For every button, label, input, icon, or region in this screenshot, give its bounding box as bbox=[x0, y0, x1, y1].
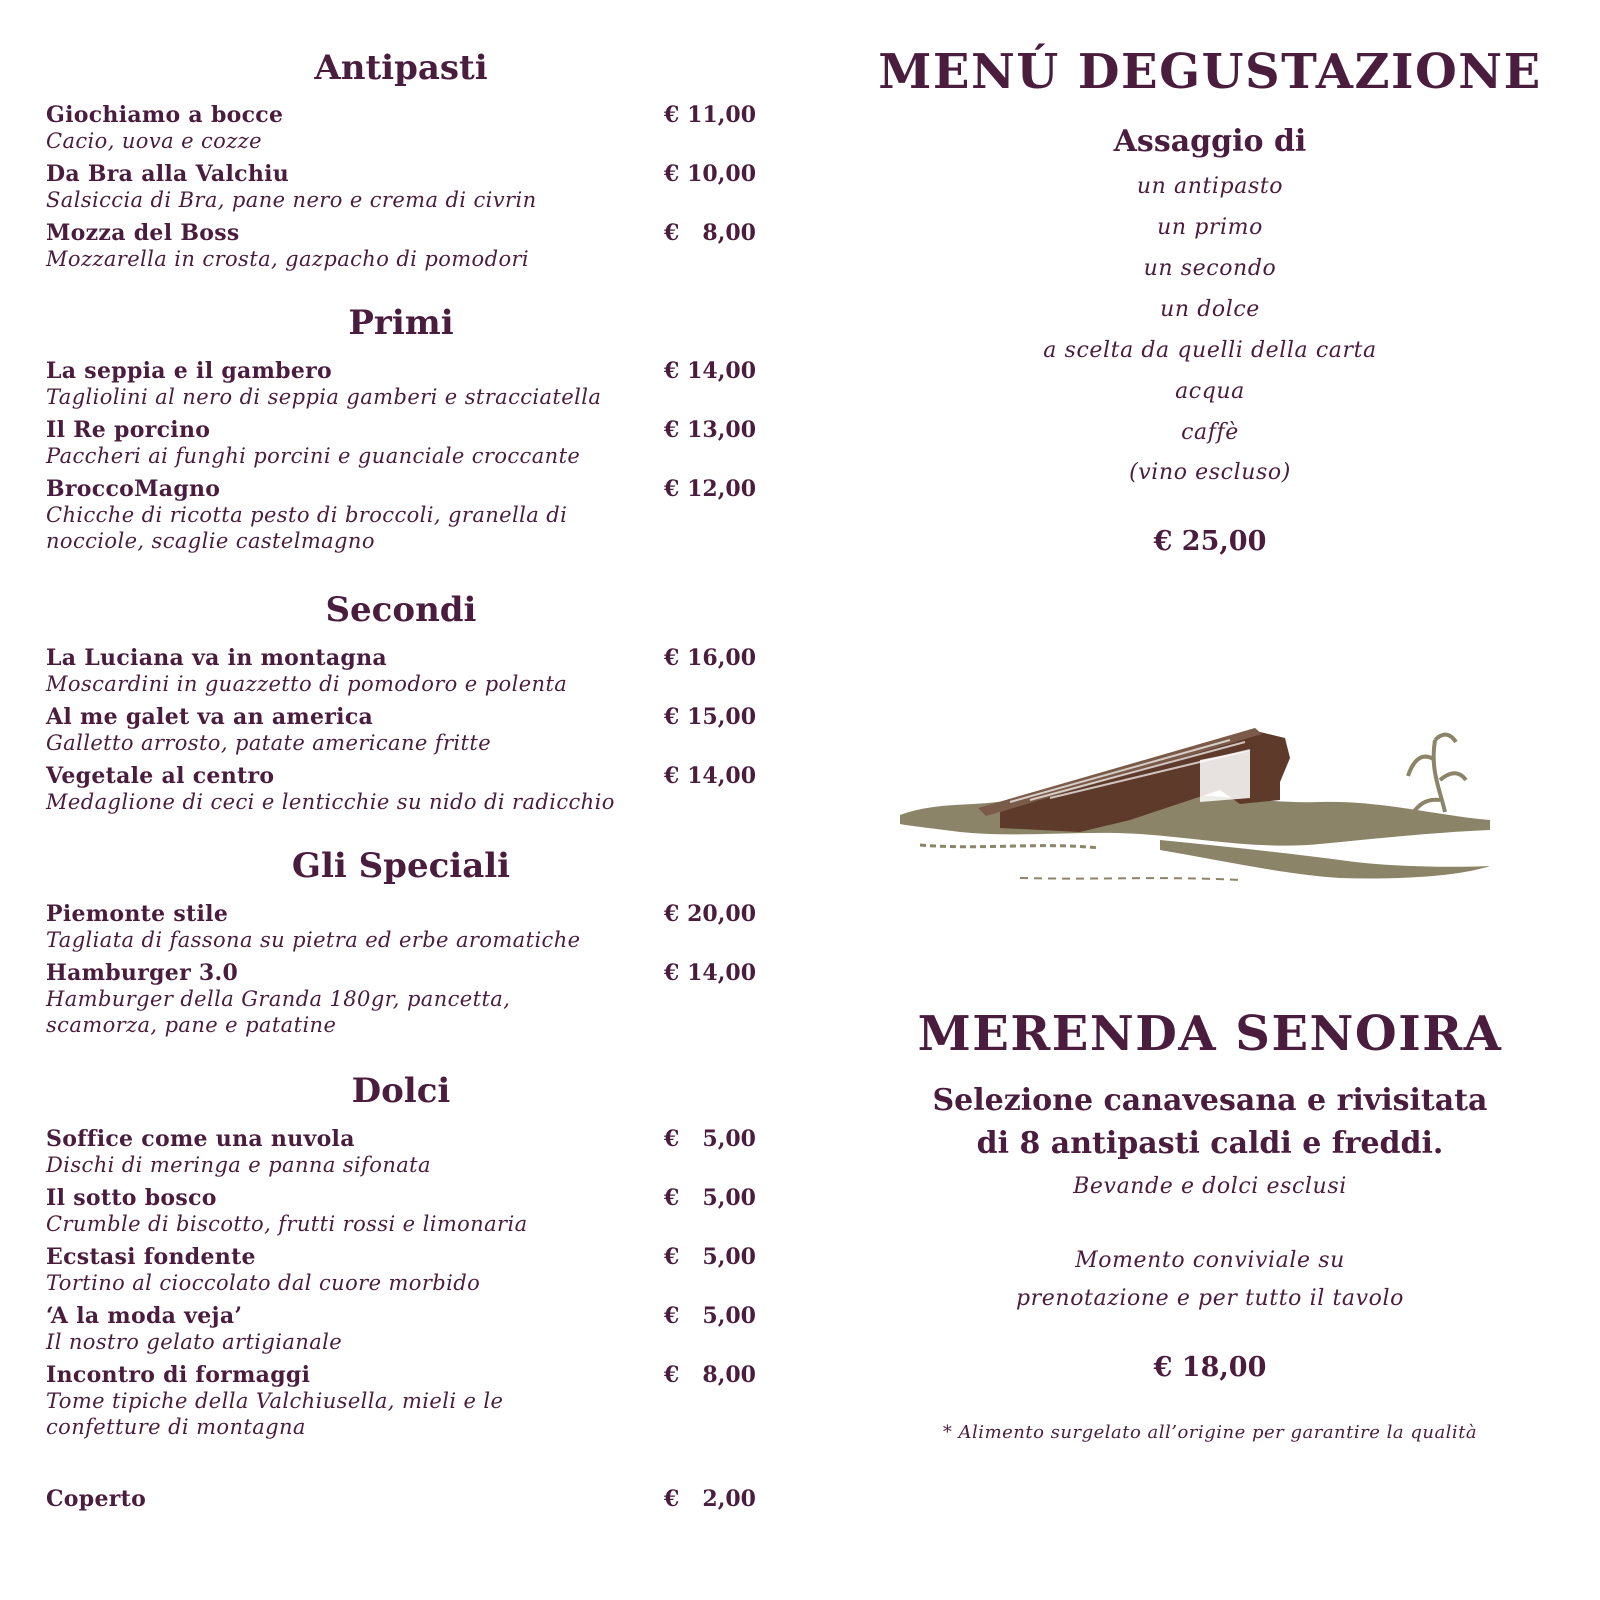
item-price bbox=[664, 645, 756, 671]
item-name: Il Re porcino bbox=[46, 417, 211, 443]
item-price bbox=[664, 704, 756, 730]
merenda-line: Selezione canavesana e rivisitata bbox=[932, 1083, 1488, 1118]
item-name: Ecstasi fondente bbox=[46, 1244, 256, 1270]
degustazione-price: € 25,00 bbox=[1153, 526, 1267, 557]
price-amount: 5,00 bbox=[702, 1185, 756, 1211]
item-price bbox=[664, 358, 756, 384]
currency-symbol: € bbox=[664, 358, 680, 384]
item-price bbox=[664, 1303, 756, 1329]
item-description: Medaglione di ceci e lenticchie su nido di radicchio bbox=[46, 790, 615, 814]
section-title-dolci: Dolci bbox=[351, 1071, 451, 1111]
item-price bbox=[664, 102, 756, 128]
degustazione-line: acqua bbox=[1175, 379, 1245, 404]
item-description: Chicche di ricotta pesto di broccoli, granella di nocciole, scaglie castelmagno bbox=[46, 503, 568, 553]
section-title-antipasti: Antipasti bbox=[314, 48, 488, 88]
price-amount: 5,00 bbox=[702, 1244, 756, 1270]
merenda-note: prenotazione e per tutto il tavolo bbox=[1016, 1286, 1404, 1311]
item-description: Galletto arrosto, patate americane fritte bbox=[46, 731, 492, 755]
item-description: Tagliata di fassona su pietra ed erbe aromatiche bbox=[46, 928, 581, 952]
item-price bbox=[664, 1126, 756, 1152]
price-amount: 5,00 bbox=[702, 1126, 756, 1152]
item-price bbox=[664, 1362, 756, 1388]
menu-item bbox=[46, 645, 756, 697]
menu-item bbox=[46, 102, 756, 154]
item-description: Cacio, uova e cozze bbox=[46, 129, 262, 153]
item-description: Moscardini in guazzetto di pomodoro e polenta bbox=[46, 672, 568, 696]
tree-shape bbox=[1408, 735, 1466, 814]
item-name: Da Bra alla Valchiu bbox=[46, 161, 290, 187]
item-price bbox=[664, 220, 756, 246]
item-name: BroccoMagno bbox=[46, 476, 221, 502]
menu-item bbox=[46, 358, 756, 410]
price-amount: 12,00 bbox=[687, 476, 756, 502]
section-title-secondi: Secondi bbox=[325, 590, 477, 630]
degustazione-line: un antipasto bbox=[1136, 174, 1284, 199]
currency-symbol: € bbox=[664, 161, 680, 187]
currency-symbol: € bbox=[664, 417, 680, 443]
item-name: ‘A la moda veja’ bbox=[46, 1303, 243, 1329]
item-name: Al me galet va an america bbox=[46, 704, 374, 730]
item-name: Giochiamo a bocce bbox=[46, 102, 284, 128]
item-name: Hamburger 3.0 bbox=[46, 960, 239, 986]
degustazione-line: (vino escluso) bbox=[1129, 460, 1291, 485]
menu-item bbox=[46, 417, 756, 469]
item-description: Mozzarella in crosta, gazpacho di pomodori bbox=[46, 247, 530, 271]
degustazione-subtitle: Assaggio di bbox=[1113, 124, 1307, 159]
item-price bbox=[664, 1185, 756, 1211]
currency-symbol: € bbox=[664, 1185, 680, 1211]
currency-symbol: € bbox=[664, 476, 680, 502]
price-amount: 16,00 bbox=[687, 645, 756, 671]
item-price bbox=[664, 417, 756, 443]
currency-symbol: € bbox=[664, 763, 680, 789]
item-description: Tagliolini al nero di seppia gamberi e stracciatella bbox=[46, 385, 602, 409]
price-amount: 20,00 bbox=[687, 901, 756, 927]
menu-item bbox=[46, 220, 756, 272]
currency-symbol: € bbox=[664, 1303, 680, 1329]
degustazione-title: MENÚ DEGUSTAZIONE bbox=[878, 44, 1542, 100]
price-amount: 11,00 bbox=[687, 102, 756, 128]
merenda-note: Momento conviviale su bbox=[1075, 1248, 1345, 1273]
item-description: Hamburger della Granda 180gr, pancetta, scamorza, pane e patatine bbox=[46, 987, 511, 1037]
item-description: Dischi di meringa e panna sifonata bbox=[46, 1153, 431, 1177]
menu-item bbox=[46, 476, 756, 554]
menu-item bbox=[46, 901, 756, 953]
coperto-row bbox=[46, 1486, 756, 1512]
item-name: Mozza del Boss bbox=[46, 220, 240, 246]
section-title-speciali: Gli Speciali bbox=[291, 846, 511, 886]
currency-symbol: € bbox=[664, 102, 680, 128]
price-amount: 14,00 bbox=[687, 960, 756, 986]
item-price bbox=[664, 960, 756, 986]
item-name: Piemonte stile bbox=[46, 901, 229, 927]
price-amount: 8,00 bbox=[702, 1362, 756, 1388]
item-description: Paccheri ai funghi porcini e guanciale croccante bbox=[46, 444, 581, 468]
price-amount: 10,00 bbox=[687, 161, 756, 187]
item-name: Il sotto bosco bbox=[46, 1185, 217, 1211]
item-price bbox=[664, 476, 756, 502]
price-amount: 13,00 bbox=[687, 417, 756, 443]
price-amount: 5,00 bbox=[702, 1303, 756, 1329]
degustazione-line: caffè bbox=[1181, 420, 1239, 445]
item-description: Crumble di biscotto, frutti rossi e limonaria bbox=[46, 1212, 528, 1236]
item-name: Coperto bbox=[46, 1486, 147, 1512]
item-name: Incontro di formaggi bbox=[46, 1362, 311, 1388]
section-title-primi: Primi bbox=[348, 303, 454, 343]
currency-symbol: € bbox=[664, 1362, 680, 1388]
price-amount: 14,00 bbox=[687, 358, 756, 384]
currency-symbol: € bbox=[664, 220, 680, 246]
item-price bbox=[664, 1244, 756, 1270]
merenda-title: MERENDA SENOIRA bbox=[917, 1006, 1503, 1062]
currency-symbol: € bbox=[664, 1244, 680, 1270]
item-name: Vegetale al centro bbox=[46, 763, 275, 789]
merenda-note: Bevande e dolci esclusi bbox=[1073, 1174, 1347, 1199]
menu-item bbox=[46, 161, 756, 213]
bridge-landscape-illustration bbox=[900, 720, 1500, 920]
item-price bbox=[664, 901, 756, 927]
price-amount: 15,00 bbox=[687, 704, 756, 730]
merenda-price: € 18,00 bbox=[1153, 1352, 1267, 1383]
item-price bbox=[664, 1486, 756, 1512]
degustazione-line: un primo bbox=[1157, 215, 1263, 240]
item-name: Soffice come una nuvola bbox=[46, 1126, 355, 1152]
currency-symbol: € bbox=[664, 960, 680, 986]
menu-item bbox=[46, 763, 756, 815]
item-description: Salsiccia di Bra, pane nero e crema di civrin bbox=[46, 188, 537, 212]
currency-symbol: € bbox=[664, 1126, 680, 1152]
menu-item bbox=[46, 704, 756, 756]
degustazione-line: a scelta da quelli della carta bbox=[1043, 338, 1377, 363]
menu-item bbox=[46, 1185, 756, 1237]
item-price bbox=[664, 161, 756, 187]
degustazione-line: un secondo bbox=[1143, 256, 1277, 281]
menu-item bbox=[46, 1126, 756, 1178]
item-name: La seppia e il gambero bbox=[46, 358, 332, 384]
menu-item bbox=[46, 960, 756, 1038]
item-description: Tome tipiche della Valchiusella, mieli e le confetture di montagna bbox=[46, 1389, 504, 1439]
footnote: * Alimento surgelato all’origine per garantire la qualità bbox=[942, 1422, 1478, 1443]
price-amount: 2,00 bbox=[702, 1486, 756, 1512]
item-description: Il nostro gelato artigianale bbox=[46, 1330, 343, 1354]
item-name: La Luciana va in montagna bbox=[46, 645, 387, 671]
price-amount: 14,00 bbox=[687, 763, 756, 789]
item-description: Tortino al cioccolato dal cuore morbido bbox=[46, 1271, 481, 1295]
menu-item bbox=[46, 1244, 756, 1296]
merenda-line: di 8 antipasti caldi e freddi. bbox=[976, 1126, 1444, 1161]
degustazione-line: un dolce bbox=[1160, 297, 1260, 322]
currency-symbol: € bbox=[664, 1486, 680, 1512]
price-amount: 8,00 bbox=[702, 220, 756, 246]
menu-item bbox=[46, 1362, 756, 1440]
item-price bbox=[664, 763, 756, 789]
currency-symbol: € bbox=[664, 645, 680, 671]
currency-symbol: € bbox=[664, 704, 680, 730]
menu-item bbox=[46, 1303, 756, 1355]
currency-symbol: € bbox=[664, 901, 680, 927]
